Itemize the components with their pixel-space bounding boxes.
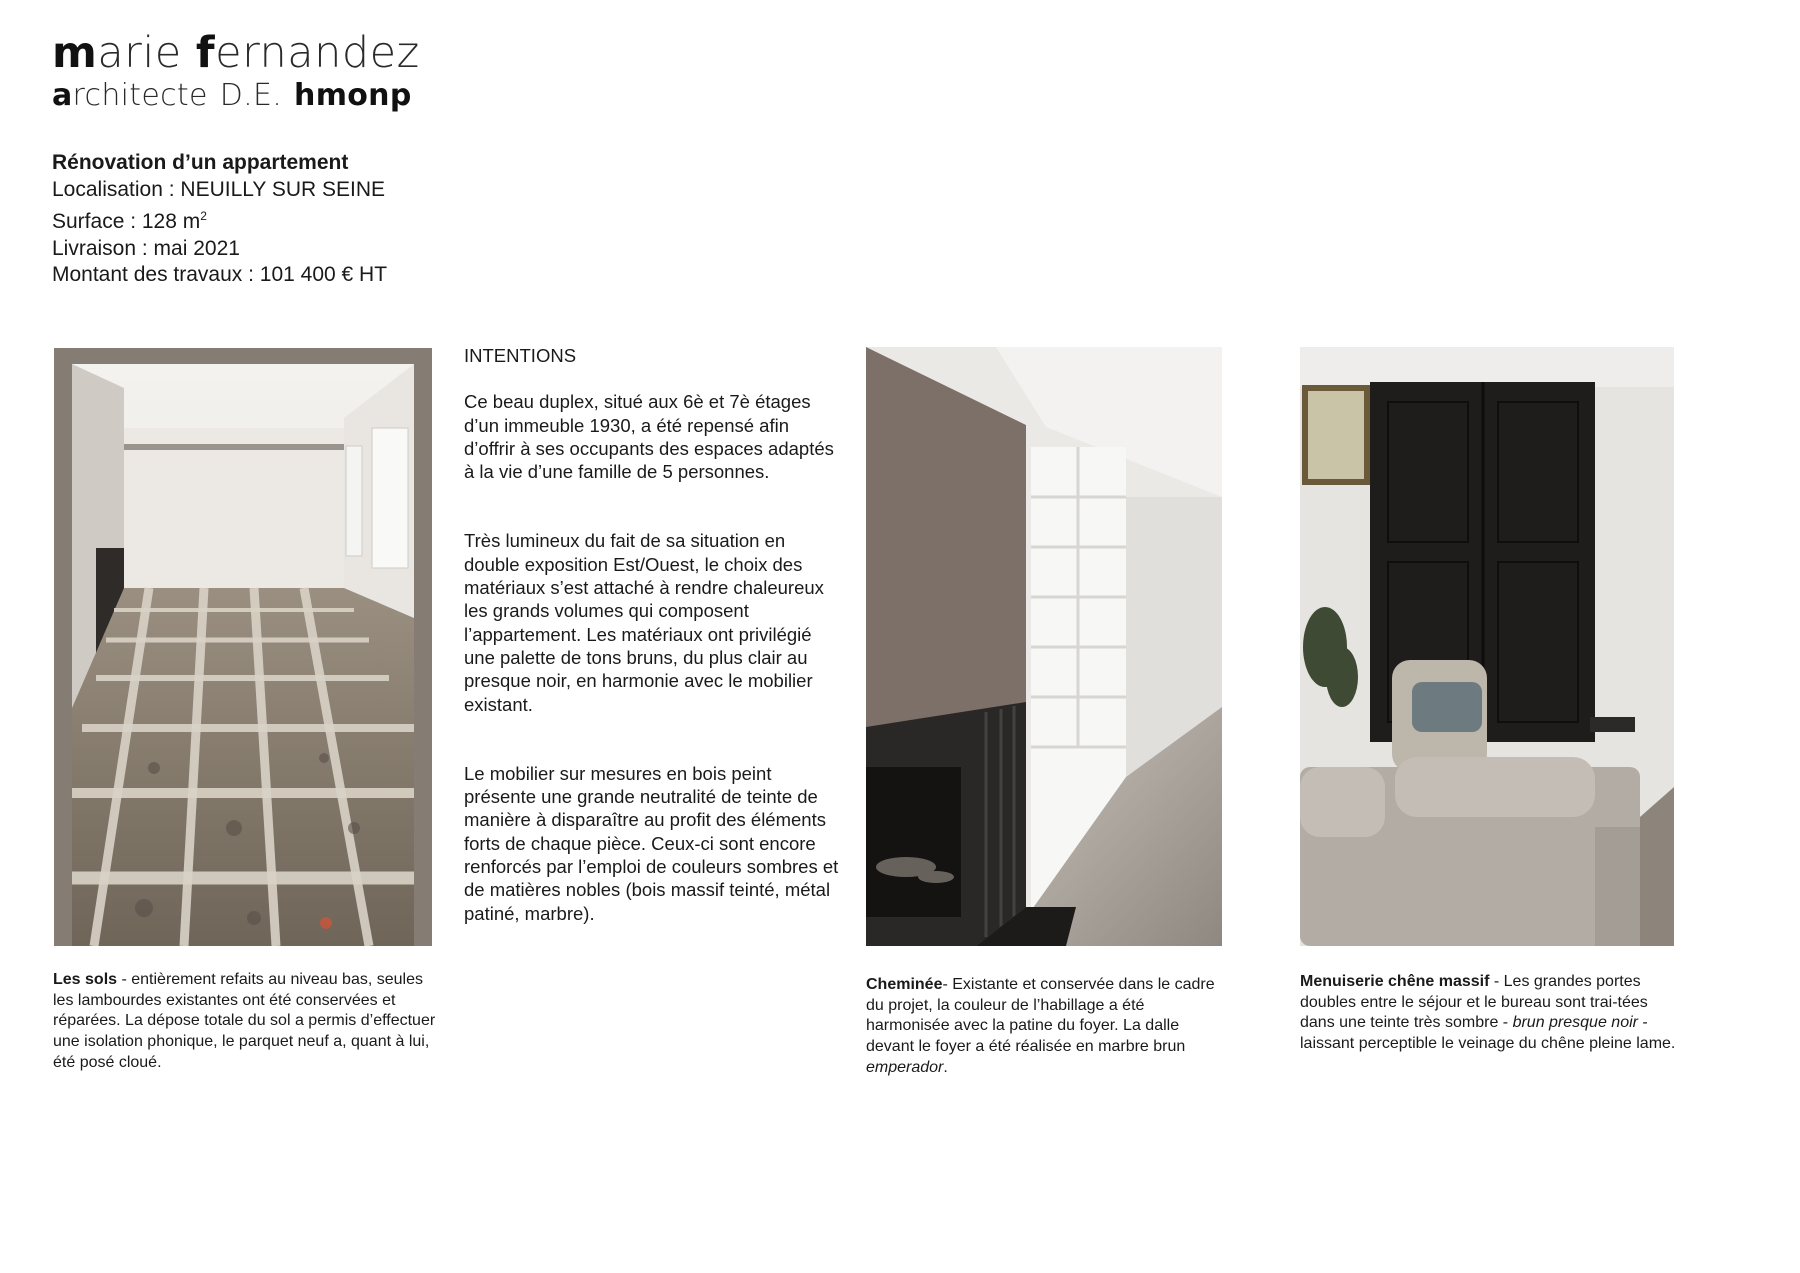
caption-door-text-a: - Les grandes portes doubles entre le séjour et le bureau sont trai-tées dans une teinte très sombre - — [1300, 973, 1648, 1032]
door-photo-illustration — [1300, 347, 1674, 946]
fireplace-photo-illustration — [866, 347, 1222, 946]
photo-fireplace — [866, 347, 1222, 946]
intentions-heading: INTENTIONS — [464, 345, 577, 366]
photo-floor-renovation — [54, 348, 432, 946]
logo-first-name: arie — [97, 28, 196, 78]
surface-exponent: 2 — [200, 209, 207, 223]
intentions-paragraph-3: Le mobilier sur mesures en bois peint présente une grande neutralité de teinte de manière à disparaître au profit des éléments forts de chaque pièce. Ceux-ci sont encore renforcés par l’emploi de couleurs sombres et de matières nobles (bois massif teinté, métal patiné, marbre). — [464, 762, 839, 924]
caption-door-text-b: - laissant perceptible le veinage du chêne pleine lame. — [1300, 1014, 1676, 1053]
caption-floor-text: - entièrement refaits au niveau bas, seules les lambourdes existantes ont été conservées et réparées. La dépose totale du sol a permis d’effectuer une isolation phonique, le parquet neuf a, quant à lui, été posé cloué. — [53, 971, 436, 1071]
logo — [52, 28, 420, 114]
logo-title — [52, 78, 420, 114]
caption-door-title: Menuiserie chêne massif — [1300, 973, 1490, 990]
caption-fireplace-text: - Existante et conservée dans le cadre du projet, la couleur de l’habillage a été harmonisée avec la patine du foyer. La dalle devant le foyer a été réalisée en marbre brun — [866, 976, 1215, 1056]
project-location: Localisation : NEUILLY SUR SEINE — [52, 177, 386, 201]
caption-fireplace — [866, 975, 1228, 1079]
logo-last-name: ernandez — [215, 28, 420, 78]
surface-value: Surface : 128 m — [52, 210, 201, 233]
logo-architecte: rchitecte — [72, 78, 208, 113]
logo-initial-f: f — [195, 28, 216, 78]
caption-fireplace-title: Cheminée — [866, 976, 943, 993]
caption-fireplace-end: . — [943, 1058, 948, 1076]
caption-floor — [53, 970, 438, 1074]
project-title: Rénovation d’un appartement — [52, 151, 349, 174]
intentions-section — [464, 344, 844, 971]
floor-photo-illustration — [54, 348, 432, 946]
project-amount: Montant des travaux : 101 400 € HT — [52, 263, 388, 286]
photo-oak-door — [1300, 347, 1674, 946]
caption-door-italic: brun presque noir — [1512, 1014, 1638, 1032]
caption-fireplace-italic: emperador — [866, 1058, 944, 1076]
logo-hmonp: hmonp — [294, 78, 412, 113]
logo-name — [52, 28, 420, 78]
intentions-paragraph-2: Très lumineux du fait de sa situation en double exposition Est/Ouest, le choix des matériaux s’est attaché à rendre chaleureux les grands volumes qui composent l’appartement. Les matériaux ont privilégié une palette de tons bruns, du plus clair au presque noir, en harmonie avec le mobilier existant. — [464, 530, 824, 715]
logo-initial-a: a — [52, 78, 73, 113]
logo-degree: D.E. — [219, 78, 283, 113]
logo-initial-m: m — [52, 28, 98, 78]
project-delivery: Livraison : mai 2021 — [52, 236, 240, 260]
project-info — [52, 150, 387, 289]
caption-door — [1300, 972, 1676, 1055]
intentions-paragraph-1: Ce beau duplex, situé aux 6è et 7è étages d’un immeuble 1930, a été repensé afin d’offrir à ses occupants des espaces adaptés à la vie d’une famille de 5 personnes. — [464, 391, 834, 483]
project-surface — [52, 203, 387, 236]
caption-floor-title: Les sols — [53, 971, 118, 988]
